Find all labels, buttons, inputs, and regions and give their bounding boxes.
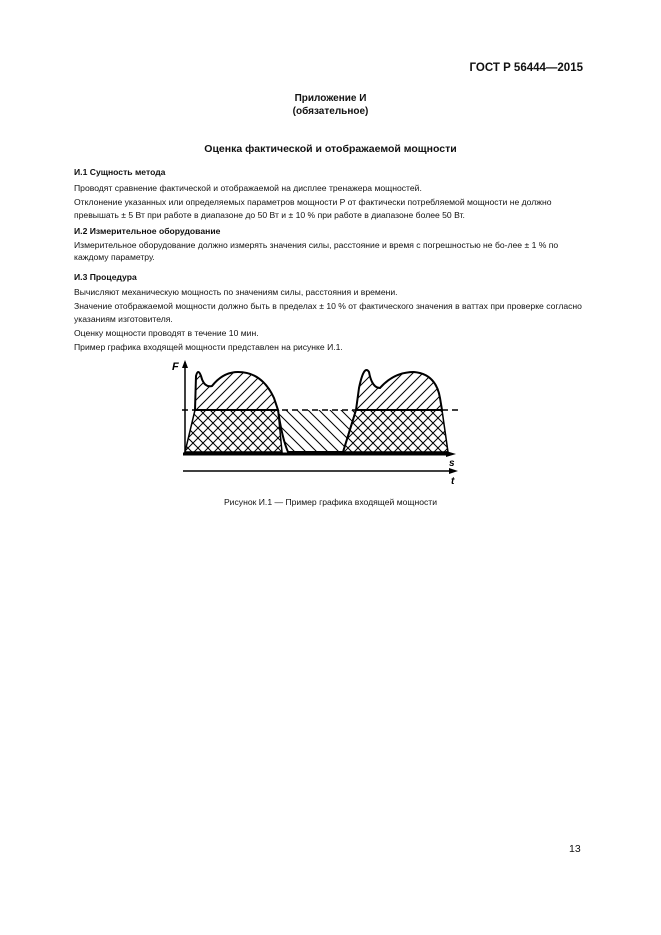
annex-title: Приложение И: [294, 93, 367, 104]
paragraph: Пример графика входящей мощности представлен на рисунке И.1.: [74, 342, 343, 353]
page-title: Оценка фактической и отображаемой мощности: [204, 143, 457, 155]
section-heading-1: И.1 Сущность метода: [74, 167, 166, 177]
section-body-1: [74, 182, 586, 221]
upper-hatch-area-2: [356, 370, 442, 410]
paragraph: Проводят сравнение фактической и отображаемой на дисплее тренажера мощностей.: [74, 183, 422, 193]
annex-heading: [0, 92, 661, 118]
paragraph: Оценку мощности проводят в течение 10 мин.: [74, 327, 259, 338]
document-id: ГОСТ Р 56444—2015: [469, 62, 583, 74]
figure-caption: Рисунок И.1 — Пример графика входящей мощности: [223, 497, 438, 507]
paragraph: Измерительное оборудование должно измерять значения силы, расстояние и время с погрешностью не бо-лее ± 1 % по каждому параметру.: [74, 240, 559, 263]
power-graph-figure: [168, 358, 468, 488]
section-heading-2: И.2 Измерительное оборудование: [74, 226, 221, 236]
paragraph: Значение отображаемой мощности должно быть в пределах ± 10 % от фактического значения в ваттах при проверке согласно указаниям изготовителя.: [74, 301, 582, 324]
section-body-3: [74, 286, 586, 353]
page-number: 13: [569, 843, 581, 855]
upper-hatch-area-1: [195, 372, 278, 410]
y-axis-arrow: [182, 360, 188, 368]
annex-status: (обязательное): [292, 106, 369, 117]
section-body-2: [74, 239, 586, 264]
cross-hatch-area-2: [343, 410, 448, 452]
cross-hatch-area-1: [185, 410, 282, 452]
section-heading-3: И.3 Процедура: [74, 272, 137, 282]
axis-label-f: F: [172, 361, 179, 373]
s-axis-arrow: [446, 451, 456, 457]
axis-label-s: s: [449, 458, 455, 469]
axis-label-t: t: [451, 476, 455, 487]
paragraph: Отклонение указанных или определяемых параметров мощности P от фактически потребляемой мощности не должно превышать ± 5 Вт при работе в диапазоне до 50 Вт и ± 10 % при работе в диапазоне более 50 Вт.: [74, 197, 552, 220]
paragraph: Вычисляют механическую мощность по значениям силы, расстояния и времени.: [74, 287, 398, 297]
